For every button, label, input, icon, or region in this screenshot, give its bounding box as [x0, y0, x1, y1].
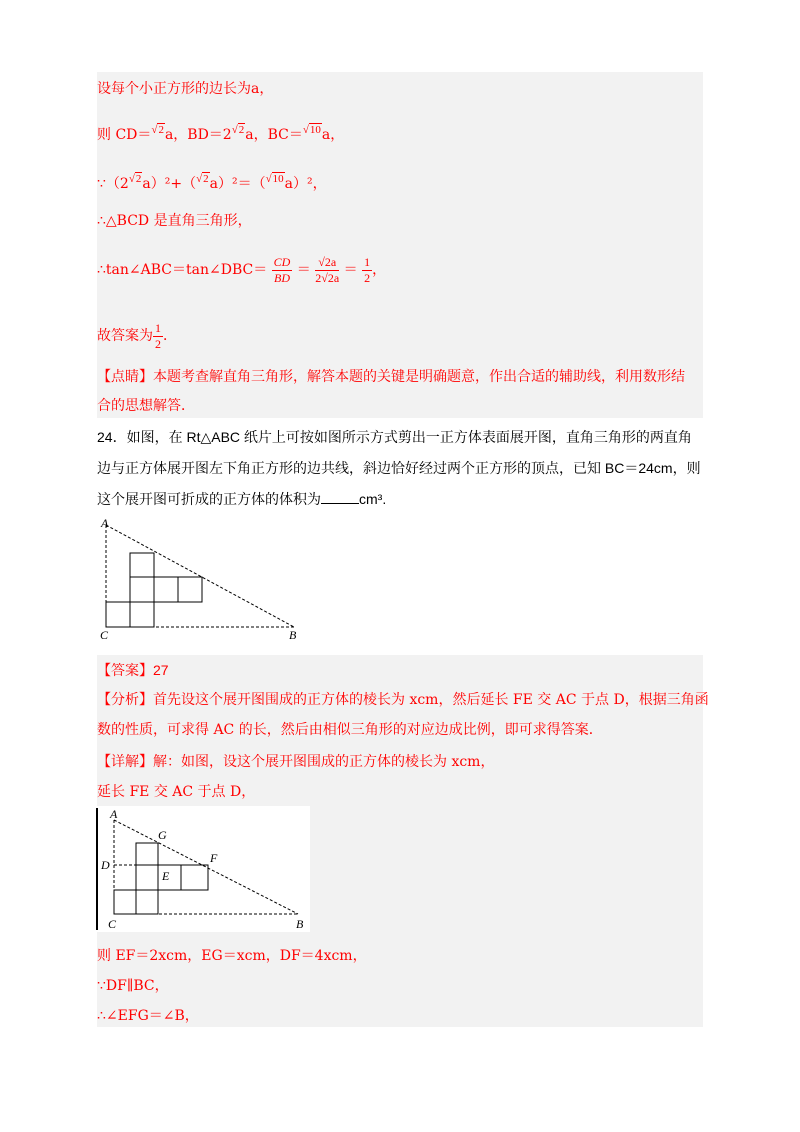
fraction: $\frac{1}{2}$	[364, 254, 371, 285]
label-B: B	[289, 628, 297, 642]
answer-blank	[321, 503, 359, 504]
text-line: 设每个小正方形的边长为a，	[97, 81, 274, 97]
text-line: 数的性质，可求得 AC 的长，然后由相似三角形的对应边成比例，即可求得答案．	[97, 722, 603, 738]
sqrt: √2	[128, 173, 142, 185]
answer-line: 【答案】27	[97, 662, 169, 678]
sqrt: √10	[302, 124, 321, 136]
text-line: ∴∠EFG＝∠B，	[97, 1008, 199, 1024]
text-line: 【分析】首先设这个展开图围成的正方体的棱长为 xcm，然后延长 FE 交 AC 于点 D，根据三角函	[97, 692, 709, 708]
text-line: 合的思想解答．	[97, 398, 195, 414]
label-G: G	[158, 828, 167, 842]
sqrt: √2	[231, 124, 245, 136]
text-line: ∵DF∥BC，	[97, 978, 169, 994]
fraction: $\frac{1}{2}$	[155, 320, 161, 351]
label-C: C	[100, 628, 109, 642]
label-E: E	[162, 869, 170, 883]
sqrt: √10	[265, 173, 284, 185]
label-C: C	[108, 917, 117, 931]
text-line: 延长 FE 交 AC 于点 D，	[97, 784, 256, 800]
figure-net-triangle-detailed	[96, 806, 310, 932]
figure-net-triangle	[96, 515, 306, 645]
text-line: ∵（2√2a）²+（√2a）²＝（√10a）²，	[97, 169, 327, 194]
text-line: 则 EF＝2xcm，EG＝xcm，DF＝4xcm，	[97, 948, 367, 964]
label-B: B	[296, 917, 304, 931]
fraction: $\frac{CD}{BD}$	[273, 254, 291, 285]
question-line: 24．如图，在 Rt△ABC 纸片上可按如图所示方式剪出一正方体表面展开图，直角三角形的两直角	[97, 429, 692, 445]
text-line: 【点睛】本题考查解直角三角形，解答本题的关键是明确题意，作出合适的辅助线，利用数形结	[97, 369, 685, 385]
text-line: 故答案为 $\frac{1}{2}$ ．	[97, 320, 177, 351]
question-line: 这个展开图可折成的正方体的体积为 cm³.	[97, 491, 387, 507]
text-line: 则 CD＝√2a，BD＝2√2a，BC＝√10a，	[97, 120, 344, 145]
label-D: D	[101, 858, 110, 872]
label-A: A	[101, 516, 109, 530]
sqrt: √2	[196, 173, 209, 185]
question-24	[97, 422, 707, 515]
text-line: ∴tan∠ABC＝tan∠DBC＝ $\frac{CD}{BD}$ ＝ $\frac{√2a}{2√2a}$ ＝ $\frac{1}{2}$ ，	[97, 254, 387, 285]
question-line: 边与正方体展开图左下角正方形的边共线，斜边恰好经过两个正方形的顶点，已知 BC＝24cm，则	[97, 460, 701, 476]
text-line: 【详解】解：如图，设这个展开图围成的正方体的棱长为 xcm，	[97, 754, 495, 770]
sqrt: √2	[151, 124, 164, 136]
label-F: F	[210, 851, 218, 865]
label-A: A	[110, 807, 118, 821]
fraction: $\frac{√2a}{2√2a}$	[315, 254, 340, 285]
text-line: ∴△BCD 是直角三角形，	[97, 213, 252, 229]
